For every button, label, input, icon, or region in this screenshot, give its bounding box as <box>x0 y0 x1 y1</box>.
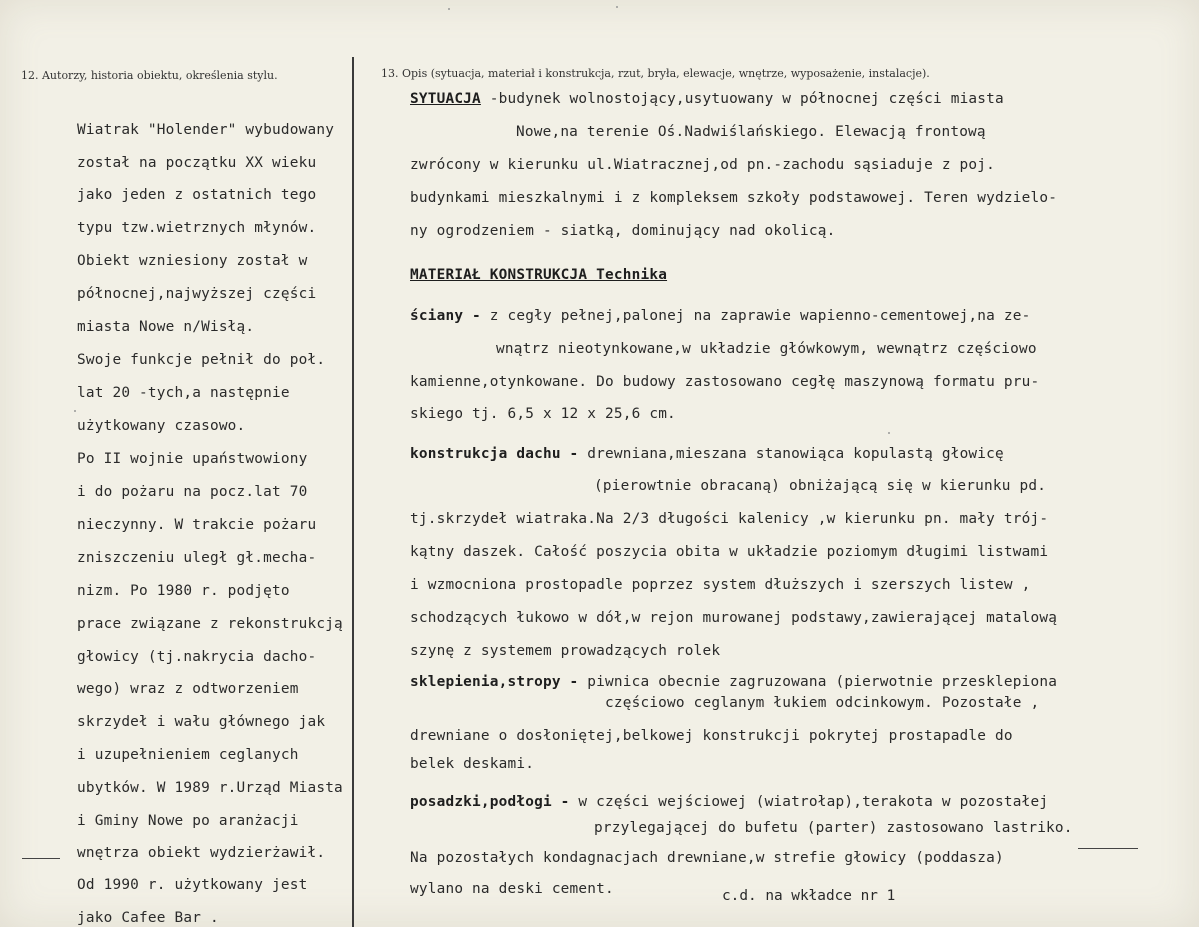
history-line: wego) wraz z odtworzeniem <box>77 681 299 697</box>
history-section-header: 12. Autorzy, historia obiektu, określenia stylu. <box>21 69 278 82</box>
dach-line: tj.skrzydeł wiatraka.Na 2/3 długości kalenicy ,w kierunku pn. mały trój- <box>410 511 1049 527</box>
history-line: nieczynny. W trakcie pożaru <box>77 517 317 533</box>
dach-line: kątny daszek. Całość poszycia obita w układzie poziomym długimi listwami <box>410 544 1049 560</box>
posadzki-label: posadzki,podłogi - <box>410 794 570 810</box>
history-line: nizm. Po 1980 r. podjęto <box>77 583 290 599</box>
dach-first-line: konstrukcja dachu - drewniana,mieszana stanowiąca kopulastą głowicę <box>410 446 1004 462</box>
history-line: wnętrza obiekt wydzierżawił. <box>77 845 326 861</box>
history-line: ubytków. W 1989 r.Urząd Miasta <box>77 780 343 796</box>
sytuacja-line: budynkami mieszkalnymi i z kompleksem szkoły podstawowej. Teren wydzielo- <box>410 190 1058 206</box>
history-line: Od 1990 r. użytkowany jest <box>77 877 308 893</box>
history-line: Obiekt wzniesiony został w <box>77 253 308 269</box>
sklepienia-label: sklepienia,stropy - <box>410 674 579 690</box>
sciany-line: skiego tj. 6,5 x 12 x 25,6 cm. <box>410 406 676 422</box>
history-line: i do pożaru na pocz.lat 70 <box>77 484 308 500</box>
posadzki-line: przylegającej do bufetu (parter) zastosowano lastriko. <box>594 820 1073 836</box>
posadzki-line: Na pozostałych kondagnacjach drewniane,w strefie głowicy (poddasza) <box>410 850 1004 866</box>
scan-speck <box>448 8 450 10</box>
posadzki-first-line: posadzki,podłogi - w części wejściowej (wiatrołap),terakota w pozostałej <box>410 794 1049 810</box>
description-section-header: 13. Opis (sytuacja, materiał i konstrukcja, rzut, bryła, elewacje, wnętrze, wyposażenie, instalacje). <box>381 67 930 80</box>
sytuacja-line: zwrócony w kierunku ul.Wiatracznej,od pn.-zachodu sąsiaduje z poj. <box>410 157 996 173</box>
history-line: zniszczeniu uległ gł.mecha- <box>77 550 317 566</box>
dach-line: (pierowtnie obracaną) obniżającą się w kierunku pd. <box>594 478 1047 494</box>
sciany-line: wnątrz nieotynkowane,w układzie główkowym, wewnątrz częściowo <box>496 341 1037 357</box>
dach-line: schodzących łukowo w dół,w rejon murowanej podstawy,zawierającej matalową <box>410 610 1058 626</box>
scan-speck <box>888 432 890 434</box>
history-line: użytkowany czasowo. <box>77 418 246 434</box>
history-line: jako Cafee Bar . <box>77 910 219 926</box>
column-divider <box>352 57 354 927</box>
sklepienia-first-line: sklepienia,stropy - piwnica obecnie zagruzowana (pierwotnie przesklepiona <box>410 674 1058 690</box>
history-line: i uzupełnieniem ceglanych <box>77 747 299 763</box>
sytuacja-first-line: SYTUACJA -budynek wolnostojący,usytuowany w północnej części miasta <box>410 91 1004 107</box>
continued-note: c.d. na wkładce nr 1 <box>722 888 896 904</box>
sytuacja-line: ny ogrodzeniem - siatką, dominujący nad okolicą. <box>410 223 836 239</box>
history-line: typu tzw.wietrznych młynów. <box>77 220 317 236</box>
scan-speck <box>74 410 76 412</box>
history-line: prace związane z rekonstrukcją <box>77 616 343 632</box>
sklepienia-line: częściowo ceglanym łukiem odcinkowym. Pozostałe , <box>605 695 1040 711</box>
scan-speck <box>616 6 618 8</box>
history-line: miasta Nowe n/Wisłą. <box>77 319 255 335</box>
dach-label: konstrukcja dachu - <box>410 446 579 462</box>
sytuacja-line: Nowe,na terenie Oś.Nadwiślańskiego. Elewacją frontową <box>516 124 986 140</box>
history-line: Po II wojnie upaństwowiony <box>77 451 308 467</box>
sciany-label: ściany - <box>410 308 481 324</box>
left-margin-rule <box>22 858 60 859</box>
sciany-first-line: ściany - z cegły pełnej,palonej na zaprawie wapienno-cementowej,na ze- <box>410 308 1031 324</box>
posadzki-line: wylano na deski cement. <box>410 881 614 897</box>
dach-line: szynę z systemem prowadzących rolek <box>410 643 721 659</box>
history-line: i Gminy Nowe po aranżacji <box>77 813 299 829</box>
dach-line: i wzmocniona prostopadle poprzez system dłuższych i szerszych listew , <box>410 577 1031 593</box>
history-line: skrzydeł i wału głównego jak <box>77 714 326 730</box>
sytuacja-heading: SYTUACJA <box>410 91 481 107</box>
history-line: lat 20 -tych,a następnie <box>77 385 290 401</box>
history-line: Swoje funkcje pełnił do poł. <box>77 352 326 368</box>
history-line: północnej,najwyższej części <box>77 286 317 302</box>
right-margin-rule <box>1078 848 1138 849</box>
history-line: Wiatrak "Holender" wybudowany <box>77 122 335 138</box>
sklepienia-line: belek deskami. <box>410 756 535 772</box>
history-line: głowicy (tj.nakrycia dacho- <box>77 649 317 665</box>
material-heading: MATERIAŁ KONSTRUKCJA Technika <box>410 267 668 283</box>
sciany-line: kamienne,otynkowane. Do budowy zastosowano cegłę maszynową formatu pru- <box>410 374 1040 390</box>
history-line: został na początku XX wieku <box>77 155 317 171</box>
sklepienia-line: drewniane o dosłoniętej,belkowej konstrukcji pokrytej prostapadle do <box>410 728 1013 744</box>
history-line: jako jeden z ostatnich tego <box>77 187 317 203</box>
